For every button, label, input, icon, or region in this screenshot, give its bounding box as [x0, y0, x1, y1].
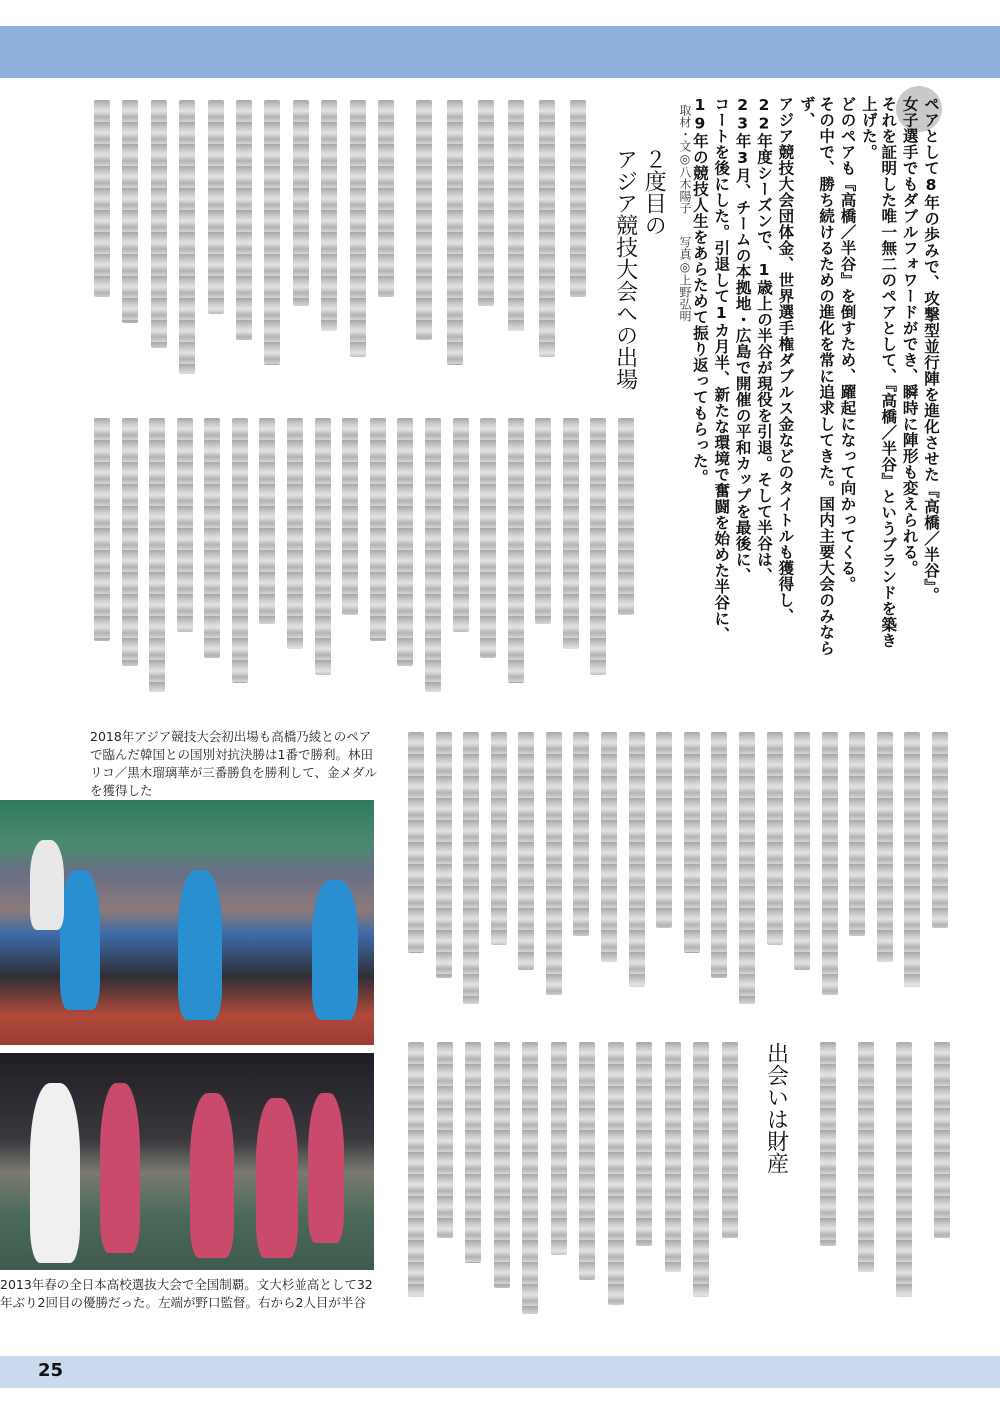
blurred-text-column: [656, 732, 672, 928]
blurred-text-column: [204, 418, 220, 658]
blurred-text-column: [618, 418, 634, 615]
blurred-text-column: [94, 418, 110, 641]
blurred-text-column: [573, 732, 589, 936]
blurred-text-column: [539, 100, 555, 357]
lead-line: 22年度シーズンで、1歳上の半谷が現役を引退。そして半谷は、: [755, 96, 773, 584]
blurred-text-column: [465, 1042, 481, 1263]
lead-line: 女子選手でもダブルフォワードができ、瞬時に陣形も変えられる。: [900, 96, 919, 576]
blurred-text-column: [94, 100, 110, 297]
blurred-text-column: [877, 732, 893, 962]
blurred-text-column: [370, 418, 386, 641]
blurred-text-column: [342, 418, 358, 615]
lead-line: ペアとして8年の歩みで、攻撃型並行陣を進化させた『高橋／半谷』。: [922, 96, 940, 603]
blurred-text-upper-left: [94, 100, 394, 382]
blurred-text-column: [932, 732, 948, 928]
blurred-text-column: [478, 100, 494, 306]
blurred-text-column: [447, 100, 463, 365]
blurred-text-column: [522, 1042, 538, 1314]
blurred-text-column: [518, 732, 534, 970]
footer-band: [0, 1356, 1000, 1388]
blurred-text-column: [436, 732, 452, 978]
blurred-text-column: [508, 418, 524, 683]
blurred-text-column: [535, 418, 551, 624]
blurred-text-column: [546, 732, 562, 995]
blurred-text-column: [259, 418, 275, 624]
blurred-text-column: [287, 418, 303, 649]
blurred-text-column: [453, 418, 469, 632]
blurred-text-column: [408, 732, 424, 953]
blurred-text-column: [665, 1042, 681, 1272]
blurred-text-column: [858, 1042, 874, 1272]
blurred-text-column: [397, 418, 413, 666]
blurred-text-column: [722, 1042, 738, 1238]
blurred-text-column: [711, 732, 727, 978]
lead-line: その中で、勝ち続けるための進化を常に追求してきた。国内主要大会のみならず、: [797, 96, 836, 656]
blurred-text-column: [608, 1042, 624, 1305]
blurred-text-column: [208, 100, 224, 314]
blurred-text-column: [378, 100, 394, 297]
header-band: [0, 26, 1000, 78]
blurred-text-column: [437, 1042, 453, 1238]
lead-line: 23年3月、チームの本拠地・広島で開催の平和カップを最後に、: [733, 96, 752, 584]
blurred-text-column: [232, 418, 248, 683]
photo-asian-games-celebration: [0, 800, 374, 1045]
blurred-text-column: [601, 732, 617, 962]
blurred-text-column: [416, 100, 432, 340]
blurred-text-column: [904, 732, 920, 987]
blurred-text-column: [794, 732, 810, 970]
blurred-text-column: [149, 418, 165, 692]
lead-paragraph: [688, 96, 941, 656]
blurred-text-bottom-left: [408, 1042, 738, 1322]
section-heading-encounters: 出会いは財産: [763, 1042, 789, 1174]
blurred-text-column: [551, 1042, 567, 1255]
blurred-text-column: [463, 732, 479, 1004]
lead-line: アジア競技大会団体金、世界選手権ダブルス金などのタイトルも獲得し、: [776, 96, 795, 624]
lead-line: どのペアも『高橋／半谷』を倒すため、躍起になって向かってくる。: [838, 96, 857, 592]
blurred-text-column: [480, 418, 496, 658]
blurred-text-column: [849, 732, 865, 936]
blurred-text-column: [491, 732, 507, 945]
photo-credit: 写真◎上野弘明: [678, 236, 692, 322]
blurred-text-column: [508, 100, 524, 331]
blurred-text-column: [408, 1042, 424, 1297]
blurred-text-bottom-right: [820, 1042, 950, 1322]
lead-line: 19年の競技人生をあらためて振り返ってもらった。: [690, 96, 709, 485]
blurred-text-column: [315, 418, 331, 675]
blurred-text-column: [321, 100, 337, 331]
section-heading-asian-games: ２度目の アジア競技大会への出場: [612, 148, 667, 390]
blurred-text-column: [629, 732, 645, 987]
blurred-text-column: [767, 732, 783, 945]
blurred-text-column: [570, 100, 586, 297]
photo-caption-asian-games: 2018年アジア競技大会初出場も高橋乃綾とのペアで臨んだ韓国との国別対抗決勝は1番で勝利。林田リコ／黒木瑠璃華が三番勝負を勝利して、金メダルを獲得した: [90, 729, 378, 799]
lead-line: コートを後にした。引退して1カ月半、新たな環境で奮闘を始めた半谷に、: [712, 96, 731, 643]
blurred-text-lower-right: [408, 732, 948, 1012]
blurred-text-column: [425, 418, 441, 692]
blurred-text-column: [494, 1042, 510, 1288]
blurred-text-column: [579, 1042, 595, 1280]
blurred-text-column: [934, 1042, 950, 1238]
blurred-text-column: [636, 1042, 652, 1246]
photo-caption-high-school: 2013年春の全日本高校選抜大会で全国制覇。文大杉並高として32年ぶり2回目の優勝だった。左端が野口監督。右から2人目が半谷: [0, 1277, 373, 1311]
blurred-text-upper-right: [416, 100, 586, 382]
blurred-text-column: [350, 100, 366, 357]
blurred-text-column: [563, 418, 579, 649]
blurred-text-column: [739, 732, 755, 1004]
writer-credit: 取材・文◎八木陽子: [678, 104, 692, 214]
photo-high-school-championship: [0, 1053, 374, 1270]
blurred-text-column: [122, 418, 138, 666]
blurred-text-column: [122, 100, 138, 323]
lead-line: それを証明した唯一無二のペアとして、『高橋／半谷』というブランドを築き上げた。: [859, 96, 898, 649]
blurred-text-column: [693, 1042, 709, 1297]
blurred-text-column: [590, 418, 606, 675]
blurred-text-column: [179, 100, 195, 374]
blurred-text-column: [236, 100, 252, 340]
blurred-text-middle: [94, 418, 634, 700]
blurred-text-column: [820, 1042, 836, 1246]
blurred-text-column: [264, 100, 280, 365]
page-number: 25: [38, 1360, 64, 1381]
blurred-text-column: [293, 100, 309, 306]
blurred-text-column: [896, 1042, 912, 1297]
blurred-text-column: [177, 418, 193, 632]
blurred-text-column: [684, 732, 700, 953]
blurred-text-column: [151, 100, 167, 348]
blurred-text-column: [822, 732, 838, 995]
credit-line: [677, 96, 694, 322]
